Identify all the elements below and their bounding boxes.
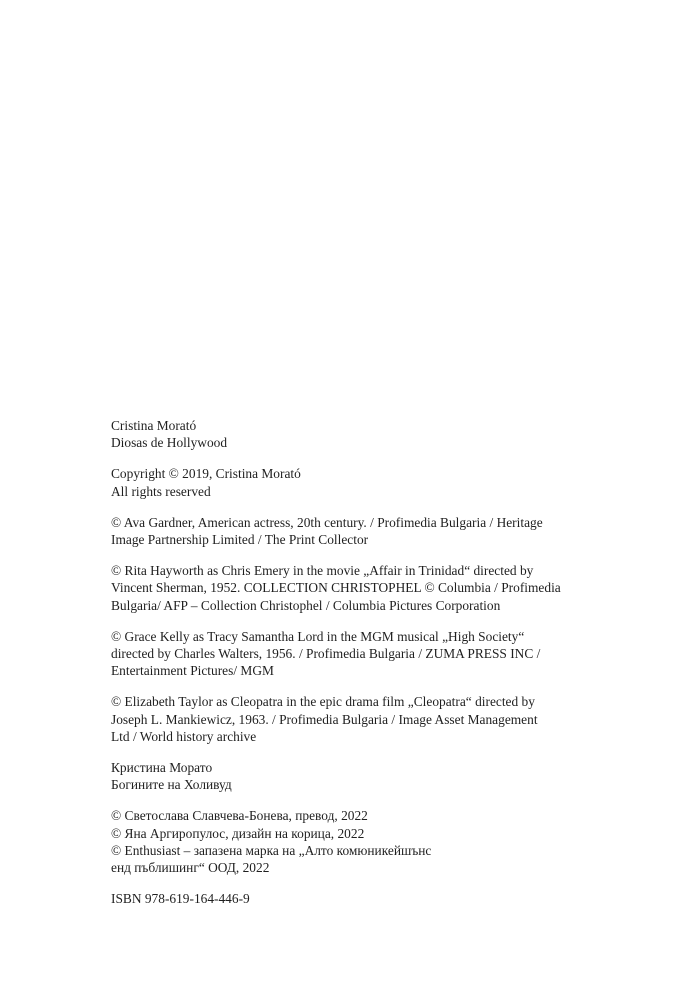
credit-line: © Elizabeth Taylor as Cleopatra in the epic drama film „Cleopatra“ directed by [111, 694, 535, 710]
bulgarian-title: Богините на Холивуд [111, 777, 232, 793]
credit-line: directed by Charles Walters, 1956. / Profimedia Bulgaria / ZUMA PRESS INC / [111, 646, 541, 662]
original-title: Diosas de Hollywood [111, 435, 228, 451]
credit-line: Vincent Sherman, 1952. COLLECTION CHRISTOPHEL © Columbia / Profimedia [111, 580, 561, 596]
publisher-credit-line-2: енд пъблишинг“ ООД, 2022 [111, 860, 270, 876]
credit-line: Entertainment Pictures/ MGM [111, 663, 274, 679]
edition-credits [111, 807, 596, 876]
photo-credit-rita-hayworth [111, 562, 596, 614]
credit-line: © Grace Kelly as Tracy Samantha Lord in the MGM musical „High Society“ [111, 628, 525, 644]
credit-line: Bulgaria/ AFP – Collection Christophel / Columbia Pictures Corporation [111, 597, 501, 613]
credit-line: Ltd / World history archive [111, 728, 257, 744]
bulgarian-author: Кристина Морато [111, 760, 213, 776]
photo-credit-ava-gardner [111, 514, 596, 548]
original-author: Cristina Morató [111, 418, 197, 433]
translation-credit: © Светослава Славчева-Бонева, превод, 2022 [111, 808, 368, 824]
photo-credit-grace-kelly [111, 628, 596, 680]
copyright-line: Copyright © 2019, Cristina Morató [111, 466, 301, 482]
bulgarian-title-block [111, 759, 596, 793]
credit-line: Image Partnership Limited / The Print Collector [111, 532, 369, 548]
cover-design-credit: © Яна Аргиропулос, дизайн на корица, 2022 [111, 825, 365, 841]
photo-credit-elizabeth-taylor [111, 693, 596, 745]
credit-line: © Ava Gardner, American actress, 20th century. / Profimedia Bulgaria / Heritage [111, 514, 543, 530]
credit-line: Joseph L. Mankiewicz, 1963. / Profimedia Bulgaria / Image Asset Management [111, 711, 538, 727]
isbn: ISBN 978-619-164-446-9 [111, 891, 250, 907]
isbn-block [111, 890, 596, 907]
rights-line: All rights reserved [111, 483, 211, 499]
credit-line: © Rita Hayworth as Chris Emery in the movie „Affair in Trinidad“ directed by [111, 563, 534, 579]
copyright-block [111, 465, 596, 499]
imprint-text [111, 417, 596, 921]
publisher-credit-line-1: © Enthusiast – запазена марка на „Алто комюникейшънс [111, 842, 432, 858]
original-title-block [111, 417, 596, 451]
